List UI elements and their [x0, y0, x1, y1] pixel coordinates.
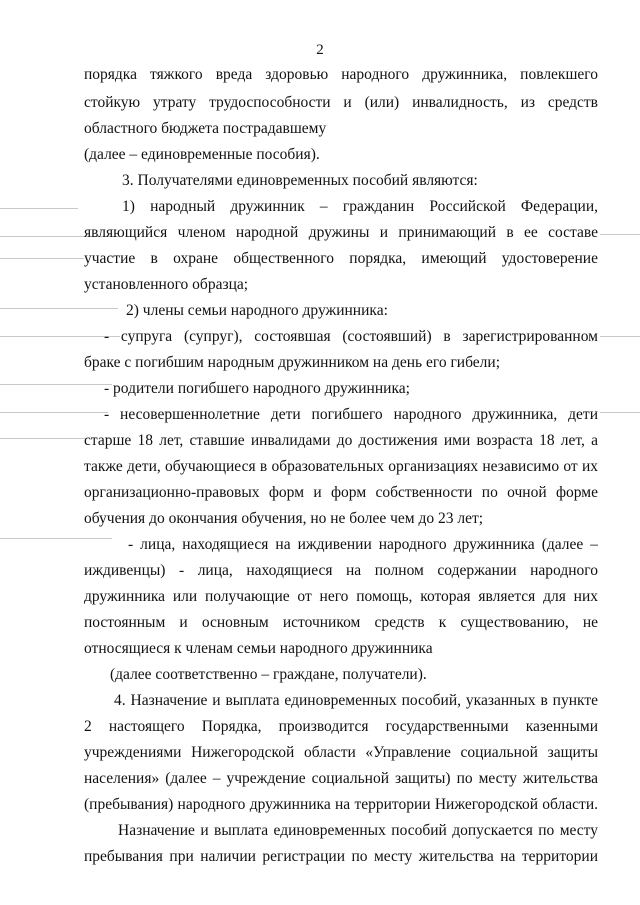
text-line: 2 настоящего Порядка, производится государственными казенными	[84, 718, 598, 735]
text-line: учреждениями Нижегородской области «Управление социальной защиты	[84, 744, 598, 761]
text-line: дружинника или получающие от него помощь, которая является для них	[84, 588, 598, 605]
scan-artifact	[600, 234, 640, 235]
scan-artifact	[0, 336, 120, 337]
text-line: пребывания при наличии регистрации по месту жительства на территории	[84, 848, 598, 865]
text-line: установленного образца;	[84, 276, 249, 293]
text-line: иждивенцы) - лица, находящиеся на полном содержании народного	[84, 562, 598, 579]
text-line: (пребывания) народного дружинника на территории Нижегородской области.	[84, 796, 598, 813]
scan-artifact	[0, 438, 86, 439]
text-line: стойкую утрату трудоспособности и (или) инвалидность, из средств	[84, 94, 598, 111]
text-line: браке с погибшим народным дружинником на день его гибели;	[84, 354, 501, 371]
text-line: постоянным и основным источником средств к существованию, не	[84, 614, 598, 631]
scan-artifact	[0, 384, 112, 385]
text-line: 2) члены семьи народного дружинника:	[126, 302, 388, 319]
text-line: обучения до окончания обучения, но не более чем до 23 лет;	[84, 510, 484, 527]
text-line: организационно-правовых форм и форм собственности по очной форме	[84, 484, 598, 501]
text-line: участие в охране общественного порядка, имеющий удостоверение	[84, 250, 598, 267]
text-line: 1) народный дружинник – гражданин Российской Федерации,	[122, 198, 598, 215]
scan-artifact	[600, 336, 640, 337]
paragraph-heading: 3. Получателями единовременных пособий являются:	[122, 172, 478, 189]
list-item: - родители погибшего народного дружинника;	[104, 380, 410, 397]
text-line: порядка тяжкого вреда здоровью народного дружинника, повлекшего	[84, 66, 598, 83]
text-line: населения» (далее – учреждение социальной защиты) по месту жительства	[84, 770, 598, 787]
text-line: также дети, обучающиеся в образовательных организациях независимо от их	[84, 458, 598, 475]
scan-artifact	[0, 412, 108, 413]
text-line: являющийся членом народной дружины и принимающий в ее составе	[84, 224, 598, 241]
paragraph-heading: 4. Назначение и выплата единовременных пособий, указанных в пункте	[114, 692, 598, 709]
scan-artifact	[600, 412, 640, 413]
text-line: областного бюджета пострадавшему	[84, 120, 327, 137]
text-line: Назначение и выплата единовременных пособий допускается по месту	[118, 822, 598, 839]
text-line: (далее – единовременные пособия).	[84, 146, 320, 163]
scan-artifact	[0, 258, 84, 259]
scan-artifact	[0, 538, 112, 539]
text-line: относящиеся к членам семьи народного дружинника	[84, 640, 433, 657]
scan-artifact	[0, 208, 78, 209]
scan-artifact	[0, 308, 118, 309]
list-item: - супруга (супруг), состоявшая (состоявший) в зарегистрированном	[104, 328, 598, 345]
text-line: старше 18 лет, ставшие инвалидами до достижения ими возраста 18 лет, а	[84, 432, 598, 449]
page-number: 2	[316, 42, 324, 58]
list-item: - несовершеннолетние дети погибшего народного дружинника, дети	[104, 406, 598, 423]
list-item: - лица, находящиеся на иждивении народного дружинника (далее –	[128, 536, 598, 553]
text-line: (далее соответственно – граждане, получатели).	[110, 666, 427, 683]
